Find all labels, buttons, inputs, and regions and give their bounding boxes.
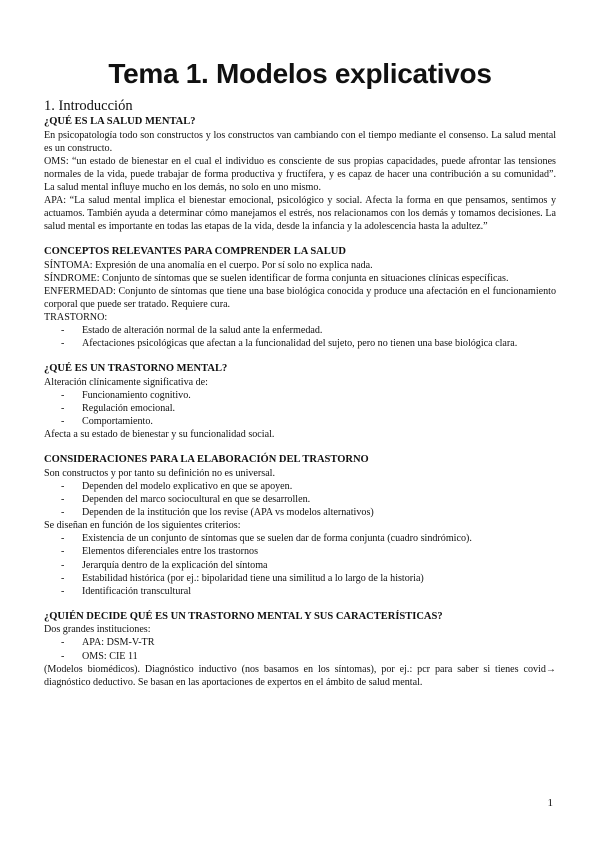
list-item: - Identificación transcultural	[61, 585, 556, 598]
document-body	[44, 97, 556, 689]
dash-list	[44, 636, 556, 662]
list-item: - Existencia de un conjunto de síntomas que se suelen dar de forma conjunta (cuadro sindrómico).	[61, 532, 556, 545]
heading-trastorno-mental: ¿QUÉ ES UN TRASTORNO MENTAL?	[44, 363, 228, 375]
paragraph: SÍNDROME: Conjunto de síntomas que se suelen identificar de forma conjunta en situaciones clínicas específicas.	[44, 272, 509, 284]
page-number: 1	[547, 797, 553, 809]
paragraph: APA: “La salud mental implica el bienestar emocional, psicológico y social. Afecta la forma en que pensamos, sentimos y actuamos. También ayuda a determinar cómo manejamos el estrés, nos relacionamos con los demás y tomamos decisiones. La salud mental es importante en todas las etapas de la vida, desde la infancia y la adolescencia hasta la adultez.”	[44, 194, 556, 233]
paragraph: Dos grandes instituciones:	[44, 624, 151, 636]
dash-list	[44, 389, 556, 428]
list-item: - Dependen de la institución que los revise (APA vs modelos alternativos)	[61, 506, 556, 519]
paragraph: (Modelos biomédicos). Diagnóstico inductivo (nos basamos en los síntomas), por ej.: pcr para saber si tienes covid→ diagnóstico deductivo. Se basan en las aportaciones de expertos en el ámbito de salud mental.	[44, 663, 556, 688]
list-item: - Dependen del marco sociocultural en que se desarrollen.	[61, 493, 556, 506]
heading-consideraciones: CONSIDERACIONES PARA LA ELABORACIÓN DEL TRASTORNO	[44, 454, 369, 466]
list-item: - Jerarquía dentro de la explicación del síntoma	[61, 559, 556, 572]
page-title: Tema 1. Modelos explicativos	[108, 58, 492, 89]
heading-conceptos: CONCEPTOS RELEVANTES PARA COMPRENDER LA SALUD	[44, 246, 346, 258]
list-item: - OMS: CIE 11	[61, 650, 556, 663]
list-item: - Estado de alteración normal de la salud ante la enfermedad.	[61, 324, 556, 337]
list-item: - Elementos diferenciales entre los trastornos	[61, 545, 556, 558]
list-item: - Estabilidad histórica (por ej.: bipolaridad tiene una similitud a lo largo de la historia)	[61, 572, 556, 585]
list-item: - APA: DSM-V-TR	[61, 636, 556, 649]
list-item: - Comportamiento.	[61, 415, 556, 428]
paragraph: Afecta a su estado de bienestar y su funcionalidad social.	[44, 429, 275, 441]
heading-quien-decide: ¿QUIÉN DECIDE QUÉ ES UN TRASTORNO MENTAL Y SUS CARACTERÍSTICAS?	[44, 610, 443, 622]
paragraph: OMS: “un estado de bienestar en el cual el individuo es consciente de sus propias capacidades, puede afrontar las tensiones normales de la vida, puede trabajar de forma productiva y fructífera, y es capaz de hacer una contribución a su comunidad”. La salud mental influye mucho en los demás, no solo en uno mismo.	[44, 155, 556, 193]
paragraph: Se diseñan en función de los siguientes criterios:	[44, 520, 241, 532]
dash-list	[44, 480, 556, 519]
paragraph: Alteración clínicamente significativa de:	[44, 376, 208, 388]
list-item: - Dependen del modelo explicativo en que se apoyen.	[61, 480, 556, 493]
paragraph: SÍNTOMA: Expresión de una anomalía en el cuerpo. Por sí solo no explica nada.	[44, 259, 373, 271]
paragraph: En psicopatología todo son constructos y los constructos van cambiando con el tiempo mediante el consenso. La salud mental es un constructo.	[44, 129, 556, 154]
list-item: - Afectaciones psicológicas que afectan a la funcionalidad del sujeto, pero no tienen una base biológica clara.	[61, 337, 556, 350]
dash-list	[44, 324, 556, 350]
list-item: - Regulación emocional.	[61, 402, 556, 415]
list-item: - Funcionamiento cognitivo.	[61, 389, 556, 402]
heading-salud-mental: ¿QUÉ ES LA SALUD MENTAL?	[44, 116, 196, 127]
paragraph: TRASTORNO:	[44, 312, 108, 324]
paragraph: Son constructos y por tanto su definición no es universal.	[44, 467, 275, 479]
dash-list	[44, 532, 556, 597]
paragraph: ENFERMEDAD: Conjunto de síntomas que tiene una base biológica conocida y produce una afectación en el funcionamiento corporal que puede ser tratado. Requiere cura.	[44, 285, 556, 311]
section-heading-introduccion: 1. Introducción	[44, 98, 133, 114]
